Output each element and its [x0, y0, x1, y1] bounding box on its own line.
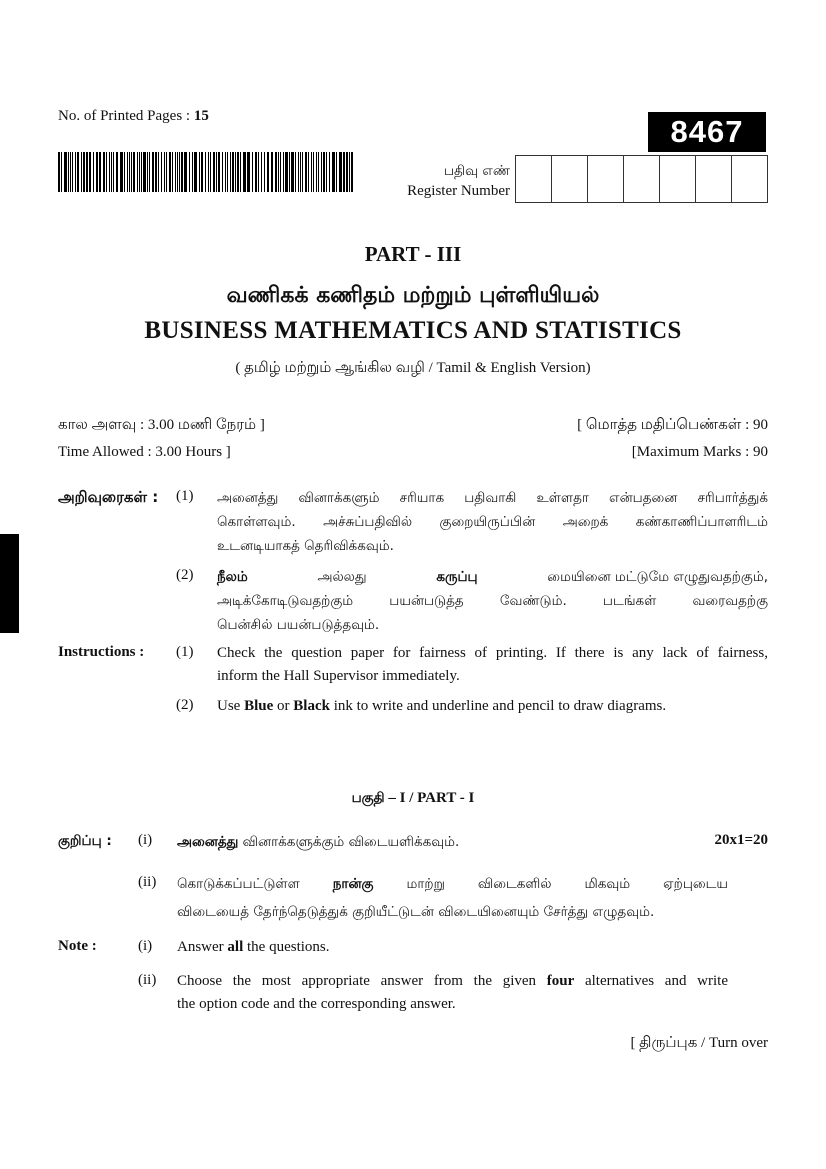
instruction-text: மையினை மட்டுமே எழுதுவதற்கும், [547, 569, 768, 585]
register-digit-box [516, 156, 552, 202]
instruction-line: உடனடியாகத் தெரிவிக்கவும். [217, 538, 394, 554]
instruction-line [217, 565, 768, 589]
note-text: alternatives and write [574, 973, 728, 989]
instructions-tamil-label: அறிவுரைகள் : [58, 488, 159, 506]
subject-title-english: BUSINESS MATHEMATICS AND STATISTICS [144, 317, 682, 344]
register-digit-box [552, 156, 588, 202]
note-number: (i) [138, 832, 153, 848]
note-english-1 [177, 936, 330, 959]
emphasis-all: all [227, 939, 244, 955]
max-marks-english: [Maximum Marks : 90 [631, 444, 768, 460]
barcode-image [58, 152, 354, 192]
note-text: மாற்று விடைகளில் மிகவும் ஏற்புடைய [373, 876, 728, 892]
emphasis-all: அனைத்து [177, 834, 239, 850]
note-text: the questions. [243, 939, 330, 955]
printed-pages-label: No. of Printed Pages : [58, 108, 194, 124]
marks-scheme: 20x1=20 [714, 832, 768, 848]
note-english-label: Note : [58, 938, 97, 954]
note-tamil-label: குறிப்பு : [58, 833, 112, 849]
printed-pages-value: 15 [193, 108, 209, 124]
emphasis-four: four [546, 973, 575, 989]
version-line: ( தமிழ் மற்றும் ஆங்கில வழி / Tamil & English Version) [235, 360, 591, 376]
register-number-label [380, 161, 510, 201]
turn-over-note: [ திருப்புக / Turn over [630, 1035, 768, 1051]
time-allowed-tamil: கால அளவு : 3.00 மணி நேரம் ] [58, 417, 265, 433]
side-margin-mark [0, 534, 19, 633]
note-line: விடையைத் தேர்ந்தெடுத்துக் குறியீட்டுடன் விடையினையும் சேர்த்து எழுதவும். [177, 904, 655, 920]
instruction-english-2 [217, 695, 768, 718]
instruction-line: கொள்ளவும். அச்சுப்பதிவில் குறையிருப்பின் அறைக் கண்காணிப்பாளரிடம் [217, 514, 768, 530]
instruction-text: or [273, 698, 294, 714]
note-line [177, 970, 728, 993]
register-digit-box [624, 156, 660, 202]
register-digit-box [660, 156, 696, 202]
section-heading-tamil: பகுதி [351, 790, 385, 806]
note-number: (i) [138, 938, 153, 954]
emphasis-blue: நீலம் [217, 569, 248, 585]
instruction-line: அடிக்கோடிடுவதற்கும் பயன்படுத்த வேண்டும். படங்கள் வரைவதற்கு [217, 593, 768, 609]
instruction-line: Check the question paper for fairness of printing. If there is any lack of fairness, [217, 645, 768, 661]
note-text: கொடுக்கப்பட்டுள்ள [177, 876, 333, 892]
note-tamil-2 [177, 872, 728, 924]
note-text: Answer [177, 939, 228, 955]
instruction-text: Use [217, 698, 245, 714]
conjunction-text: அல்லது [317, 569, 367, 585]
instruction-number: (2) [176, 567, 194, 583]
instruction-number: (1) [176, 644, 194, 660]
register-label-english: Register Number [407, 183, 510, 199]
instruction-number: (2) [176, 697, 194, 713]
register-digit-box [588, 156, 624, 202]
instruction-tamil-1 [217, 486, 768, 558]
register-label-tamil: பதிவு எண் [443, 163, 510, 179]
printed-pages [58, 108, 209, 125]
emphasis-black: கருப்பு [436, 569, 478, 585]
note-text: வினாக்களுக்கும் விடையளிக்கவும். [238, 834, 460, 850]
emphasis-four: நான்கு [332, 876, 374, 892]
instruction-number: (1) [176, 488, 194, 504]
register-number-grid [515, 155, 768, 203]
note-line [177, 872, 728, 896]
section-heading [0, 790, 826, 808]
note-text: Choose the most appropriate answer from the given [177, 973, 547, 989]
time-allowed-english: Time Allowed : 3.00 Hours ] [58, 444, 231, 460]
instruction-text: ink to write and underline and pencil to draw diagrams. [329, 698, 667, 714]
instruction-tamil-2 [217, 565, 768, 637]
max-marks-tamil: [ மொத்த மதிப்பெண்கள் : 90 [577, 417, 768, 433]
instruction-line: அனைத்து வினாக்களும் சரியாக பதிவாகி உள்ளதா என்பதனை சரிபார்த்துக் [217, 490, 768, 506]
register-digit-box [732, 156, 767, 202]
instruction-line: inform the Hall Supervisor immediately. [217, 668, 460, 684]
emphasis-blue: Blue [244, 698, 274, 714]
note-number: (ii) [138, 874, 157, 890]
instruction-english-1 [217, 642, 768, 688]
note-tamil-1 [177, 830, 459, 854]
note-number: (ii) [138, 972, 157, 988]
instruction-line: பென்சில் பயன்படுத்தவும். [217, 617, 380, 633]
emphasis-black: Black [293, 698, 330, 714]
paper-code: 8467 [648, 112, 766, 152]
part-title: PART - III [364, 242, 462, 266]
note-line: the option code and the corresponding answer. [177, 996, 456, 1012]
note-english-2 [177, 970, 728, 1016]
register-digit-box [696, 156, 732, 202]
subject-title-tamil: வணிகக் கணிதம் மற்றும் புள்ளியியல் [226, 283, 600, 308]
instructions-english-label: Instructions : [58, 644, 145, 660]
section-heading-english: – I / PART - I [384, 790, 475, 806]
